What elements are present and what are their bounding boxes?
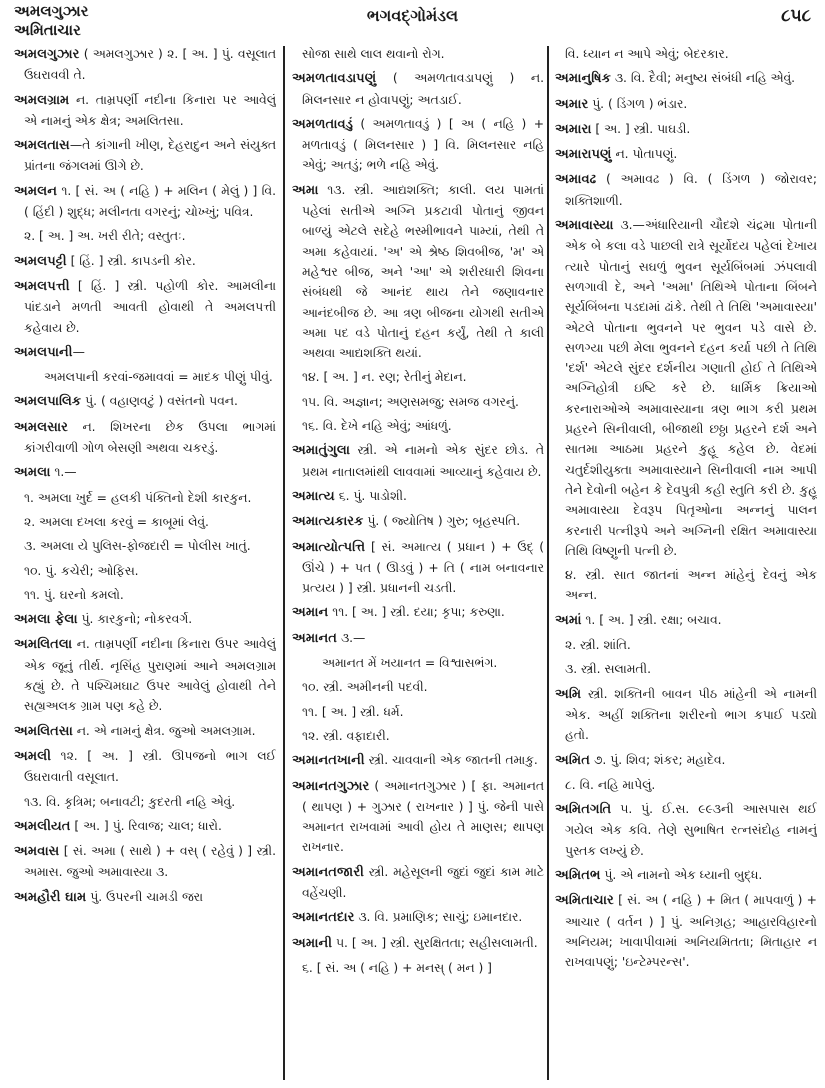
headword: અમાનતગુઝાર <box>292 778 370 794</box>
definition-text: સ્ત્રી. મહેસૂલની જુદાં જુદાં કામ માટે વહેંચણી. <box>302 864 544 900</box>
headword: અમિતભ <box>555 867 601 883</box>
headword: અમિત <box>555 752 590 768</box>
dictionary-entry <box>14 181 276 223</box>
dictionary-entry <box>14 417 276 459</box>
definition-text: [ અ. ] સ્ત્રી. પાઘડી. <box>591 121 691 136</box>
entry-sense <box>555 659 817 679</box>
headword: અમલગુઝાર <box>14 47 80 62</box>
dictionary-entry <box>292 907 544 928</box>
entry-sense <box>555 775 817 795</box>
definition-text: પું. ( ડિંગળ ) ભંડાર. <box>588 96 688 111</box>
headword: અમાનતદાર <box>292 910 355 926</box>
headword: અમાવઢ <box>555 172 597 188</box>
dictionary-entry <box>555 169 817 211</box>
headword: અમલી <box>14 748 51 764</box>
headword: અમિતાચાર <box>555 893 614 909</box>
headword: અમલપટ્ટી <box>14 253 67 269</box>
headword: અમિતગતિ <box>555 802 612 818</box>
dictionary-entry <box>292 776 544 858</box>
headword: અમાત્યોત્પત્તિ <box>292 539 366 555</box>
definition-text: ન. પોતાપણું. <box>611 147 678 162</box>
dictionary-entry <box>14 462 276 483</box>
dictionary-entry <box>555 684 817 746</box>
definition-text: ૧૨. સ્ત્રી. વફાદારી. <box>302 728 390 743</box>
definition-text: ૩.— <box>337 630 366 645</box>
definition-text: [ હિં. ] સ્ત્રી. કાપડની કોર. <box>66 253 196 268</box>
headword: અમલતાસ <box>14 138 70 154</box>
definition-text: ( અમળતાવડાપણું ) ન. મિલનસાર ન હોવાપણું; અતડાઈ. <box>302 71 544 107</box>
definition-text: અમાનત મેં ખયાનત = વિશ્વાસભંગ. <box>322 656 498 671</box>
entry-sense <box>14 792 276 812</box>
dictionary-entry <box>292 750 544 771</box>
headword: અમલપાલિક <box>14 394 82 410</box>
definition-text: [ હિં. ] સ્ત્રી. પહોળી કોર. આમલીના પાંદડાને મળતી આવતી હોવાથી તે અમલપત્તી કહેવાય છે. <box>24 278 276 335</box>
headword: અમહૌરી ઘામ <box>14 889 87 905</box>
dictionary-entry <box>292 628 544 649</box>
entry-sense <box>292 653 544 673</box>
headword: અમાન <box>292 605 329 621</box>
headword: અમાં <box>555 612 582 628</box>
definition-text: ૫. [ અ. ] સ્ત્રી. સુરક્ષિતતા; સહીસલામતી. <box>332 935 538 950</box>
definition-text: ૧. અમલા ખુર્દ = હલકી પંક્તિનો દેશી કારકુન. <box>24 490 252 505</box>
headword: અમલપત્તી <box>14 278 70 294</box>
dictionary-entry <box>292 114 544 176</box>
dictionary-entry <box>14 746 276 788</box>
column-2 <box>292 44 544 1084</box>
entry-sense <box>292 958 544 978</box>
headword: અમવાસ <box>14 844 60 860</box>
definition-text: ૧૩. સ્ત્રી. આદ્યશક્તિ; કાલી. લય પામતાં પહેલાં સતીએ અગ્નિ પ્રકટાવી પોતાનું જીવન બાળ્યું એટલે સદેહે ભસ્મીભાવને પામ્યાં, તેથી તે અમા કહેવાયાં. 'અ' એ શ્રેષ્ઠ શિવબીજ, 'મ' એ મહેશ્વર બીજ, અને 'આ' એ શરીરધારી શિવના સંબંધથી જે આનંદ થાય તેને જણાવનાર આનંદબીજ છે. આ ત્રણ બીજના યોગથી સતીએ અમા પદ વડે પોતાનું દહન કર્યું, તેથી તે કાલી અથવા આદ્યશક્તિ થયાં. <box>302 182 544 361</box>
dictionary-entry <box>292 511 544 532</box>
headword: અમિ <box>555 686 582 702</box>
definition-text: ( અમલગુઝાર ) ૨. [ અ. ] પું. વસૂલાત ઉઘરાવવી તે. <box>24 47 276 83</box>
definition-text: સ્ત્રી. ચાવવાની એક જાતની તમાકુ. <box>364 753 538 768</box>
definition-text: ( અમાનતગુઝાર ) [ ફા. અમાનત ( થાપણ ) + ગુઝાર ( રાખનાર ) ] પું. જેની પાસે અમાનત રાખવામાં આવી હોય તે માણસ; થાપણ રાખનાર. <box>302 778 544 855</box>
dictionary-entry <box>555 119 817 140</box>
dictionary-entry <box>14 609 276 630</box>
definition-text: [ અ. ] પું. રિવાજ; ચાલ; ધારો. <box>70 818 222 833</box>
definition-text: — <box>72 344 85 359</box>
definition-text: [ સં. અ ( નહિ ) + મિત ( માપવાળું ) + આચાર ( વર્તન ) ] પું. અનિગ્રહ; આહારવિહારનો અનિયમ; ખાવાપીવામાં અનિયમિતતા; મિતાહાર ન રાખવાપણું; 'ઇન્ટેમ્પરન્સ'. <box>565 893 817 970</box>
headword: અમાત્યકારક <box>292 514 364 530</box>
definition-text: ૧૧. [ અ. ] સ્ત્રી. ધર્મ. <box>302 704 404 719</box>
headword: અમારા <box>555 121 592 137</box>
dictionary-entry <box>14 816 276 837</box>
dictionary-entry <box>555 94 817 115</box>
definition-text: ૧૧. [ અ. ] સ્ત્રી. દયા; કૃપા; કરુણા. <box>328 605 505 620</box>
entry-sense <box>14 488 276 508</box>
dictionary-columns <box>14 44 816 1084</box>
definition-text: ૬. પું. પાડોશી. <box>334 488 407 503</box>
dictionary-entry <box>292 486 544 507</box>
definition-text: ૨. સ્ત્રી. શાંતિ. <box>565 638 631 653</box>
definition-text: —તે કાંગાની ખીણ, દેહરાદુન અને સંયુક્ત પ્રાંતના જંગલમાં ઊગે છે. <box>24 138 276 174</box>
definition-text: ૩. વિ. દૈવી; મનુષ્ય સંબંધી નહિ એવું. <box>610 71 796 86</box>
dictionary-entry <box>292 180 544 364</box>
dictionary-entry <box>292 68 544 110</box>
page-number: ૮૫૮ <box>781 6 811 26</box>
entry-sense <box>555 635 817 655</box>
entry-sense <box>292 44 544 64</box>
headword: અમળતાવડું <box>292 116 353 132</box>
dictionary-entry <box>292 537 544 599</box>
definition-text: વિ. ધ્યાન ન આપે એવું; બેદરકાર. <box>565 47 729 61</box>
headword: અમલિતસા <box>14 723 73 739</box>
dictionary-entry <box>14 90 276 132</box>
page-header <box>0 0 825 44</box>
definition-text: ૧. [ અ. ] સ્ત્રી. રક્ષા; બચાવ. <box>581 612 722 627</box>
headword: અમાનત <box>292 630 338 646</box>
headword: અમળતાવડાપણું <box>292 71 377 87</box>
definition-text: ૧૫. વિ. અજ્ઞાન; અણસમજુ; સમજ વગરનું. <box>302 394 519 409</box>
entry-sense <box>292 392 544 412</box>
definition-text: ૪. સ્ત્રી. સાત જાતનાં અન્ન માંહેનું દેવનું એક અન્ન. <box>565 568 817 603</box>
headword: અમાનતજારી <box>292 864 364 880</box>
headword: અમાનતખાની <box>292 753 365 769</box>
definition-text: [ સં. અમાત્ય ( પ્રધાન ) + ઉદ્ ( ઊંચે ) + પત ( ઊડવું ) + તિ ( નામ બનાવનાર પ્રત્યય ) ] સ્ત્રી. પ્રધાનની ચડતી. <box>302 539 544 596</box>
dictionary-entry <box>555 890 817 972</box>
dictionary-entry <box>14 342 276 363</box>
dictionary-entry <box>14 841 276 883</box>
headword: અમલગ્રામ <box>14 92 70 108</box>
headword: અમલપાની <box>14 344 73 360</box>
dictionary-entry <box>292 440 544 482</box>
dictionary-entry <box>14 44 276 86</box>
definition-text: પું. ( વહાણવટું ) વસંતનો પવન. <box>81 394 238 409</box>
headword: અમલા ફેલા <box>14 612 78 628</box>
headword: અમાતુંગુલા <box>292 443 351 459</box>
definition-text: ૫. પું. ઈ.સ. ૯૯૩ની આસપાસ થઈ ગયેલ એક કવિ. તેણે સુભાષિત રત્નસંદોહ નામનું પુસ્તક લખ્યું છે. <box>565 802 817 858</box>
column-1 <box>14 44 276 1084</box>
headword: અમલિતલા <box>14 637 73 653</box>
headword: અમાનુષિક <box>555 71 611 87</box>
definition-text: ન. તામ્રપર્ણી નદીના કિનારા ઉપર આવેલું એક જૂનું તીર્થ. નૃસિંહ પુરાણમાં આને અમલગ્રામ કહ્યું છે. તે પશ્ચિમઘાટ ઉપર આવેલું હોવાથી તેને સહ્યઅલક ગ્રામ પણ કહે છે. <box>24 637 276 714</box>
definition-text: [ સં. અમા ( સાથે ) + વસ્ ( રહેવું ) ] સ્ત્રી. અમાસ. જુઓ અમાવાસ્યા ૩. <box>24 844 276 880</box>
entry-sense <box>292 367 544 387</box>
definition-text: ન. તામ્રપર્ણી નદીના કિનારા પર આવેલું એ નામનું એક ક્ષેત્ર; અમલિતસા. <box>24 92 276 128</box>
definition-text: ૨. અમલા દખલા કરવું = કાબૂમાં લેવું. <box>24 514 209 529</box>
headword: અમલન <box>14 183 58 199</box>
headword: અમા <box>292 182 319 198</box>
headword: અમારાપણું <box>555 147 612 163</box>
entry-sense <box>14 367 276 387</box>
definition-text: સ્ત્રી. શક્તિની બાવન પીઠ માંહેની એ નામની એક. અહીં શક્તિના શરીરનો ભાગ કપાઈ પડ્યો હતો. <box>565 686 817 743</box>
definition-text: અમલપાની કરવાં-જમાવવાં = માદક પીણું પીવું. <box>44 370 273 385</box>
dictionary-entry <box>14 634 276 716</box>
dictionary-entry <box>292 933 544 954</box>
entry-sense <box>555 44 817 64</box>
dictionary-entry <box>14 251 276 272</box>
definition-text: ન. શિખરના છેક ઉપલા ભાગમાં કાંગરીવાળી ગોળ બેસણી અથવા ચકરડું. <box>24 419 276 456</box>
definition-text: ૧૦. સ્ત્રી. અમીનની પદવી. <box>302 680 428 695</box>
definition-text: ૭. પું. શિવ; શંકર; મહાદેવ. <box>589 752 726 767</box>
column-divider <box>283 46 285 1080</box>
definition-text: ( અમળતાવડું ) [ અ ( નહિ ) + મળતાવડું ( મિલનસાર ) ] વિ. મિલનસાર નહિ એવું; અતડું; ભળે નહિ એવું. <box>302 116 544 173</box>
entry-sense <box>555 565 817 606</box>
headword: અમાવાસ્યા <box>555 218 614 234</box>
headword: અમાત્ય <box>292 488 335 504</box>
dictionary-entry <box>555 68 817 89</box>
definition-text: ૮. વિ. નહિ માપેલું. <box>565 777 656 792</box>
definition-text: સોજા સાથે લાલ થવાનો રોગ. <box>302 47 445 61</box>
definition-text: ૨. [ અ. ] અ. ખરી રીતે; વસ્તુતઃ. <box>24 229 186 244</box>
dictionary-entry <box>14 721 276 742</box>
definition-text: ૬. [ સં. અ ( નહિ ) + મનસ્ ( મન ) ] <box>302 960 492 975</box>
definition-text: પું. એ નામનો એક ધ્યાની બુદ્ધ. <box>600 867 763 882</box>
definition-text: ન. એ નામનું ક્ષેત્ર. જુઓ અમલગ્રામ. <box>72 723 256 738</box>
definition-text: પું. ( જ્યોતિષ ) ગુરુ; બૃહસ્પતિ. <box>363 514 521 529</box>
definition-text: ૧૬. વિ. દેખે નહિ એવું; આંધળું. <box>302 419 452 434</box>
definition-text: ૧. [ સં. અ ( નહિ ) + મલિન ( મેલું ) ] વિ. ( હિંદી ) શુદ્ધ; મલીનતા વગરનું; ચોખ્ખું; પવિત્ર. <box>24 183 276 220</box>
definition-text: પું. કારકુનો; નોકરવર્ગ. <box>77 612 193 627</box>
definition-text: ૩.—અંધારિયાની ચૌદશે ચંદ્રમા પોતાની એક બે કલા વડે પાછલી રાત્રે સૂર્યોદય પહેલાં દેખાય ત્યારે પોતાનું સઘળું ભુવન સૂર્યબિંબમાં ઝંપલાવી સળગાવી દે, અને 'અમા' તિથિએ પોતાના બિંબને સૂર્યબિંબના પડદામાં ઢાંકે. તેથી તે તિથિ 'અમાવાસ્યા' એટલે પોતાના ભુવનને પર ભુવન પડે વાસે છે. સળગ્યા પછી મેલા ભુવનને દહન કર્યા પછી તે તિથિ 'દર્શ' એટલે સુંદર દર્શનીય ગણાતી હોઈ તે તિથિએ અગ્નિહોત્રી ઇષ્ટિ કરે છે. ધાર્મિક ક્રિયાઓ કરનારાઓએ અમાવાસ્યાના ત્રણ ભાગ કરી પ્રથમ પ્રહરને સિનીવાલી, બીજાથી છઠ્ઠા પ્રહરને દર્શ અને સાતમા આઠમા પ્રહરને કુહૂ કહેલ છે. વેદમાં ચતુર્દશીયુક્તા અમાવાસ્યાને સિનીવાલી નામ આપી તેને દેવોની બહેન કે દેવપુત્રી કહી સ્તુતિ કરી છે. કુહૂ અમાવાસ્યા દેવરૂપ પિતૃઓના અન્નનું પાલન કરનારી પત્નીરૂપે અને અગ્નિની રક્ષિત અમાવાસ્યા તિથિ વિષ્ણુની પત્ની છે. <box>565 218 817 558</box>
definition-text: ૧૪. [ અ. ] ન. રણ; રેતીનું મેદાન. <box>302 370 467 385</box>
dictionary-entry <box>14 887 276 908</box>
definition-text: ૧૧. પું. ઘરનો કમલો. <box>24 587 124 602</box>
dictionary-entry <box>292 602 544 623</box>
definition-text: ૩. અમલા યે પુલિસ-ફોજદારી = પોલીસ ખાતું. <box>24 539 251 554</box>
dictionary-entry <box>555 799 817 861</box>
definition-text: ( અમાવઢ ) વિ. ( ડિંગળ ) જોરાવર; શક્તિશાળી. <box>565 172 817 208</box>
entry-sense <box>292 416 544 436</box>
entry-sense <box>292 677 544 697</box>
definition-text: ૩. વિ. પ્રમાણિક; સાચું; ઇમાનદાર. <box>354 910 523 925</box>
definition-text: ૧૩. વિ. કૃત્રિમ; બનાવટી; કુદરતી નહિ એવું. <box>24 794 236 809</box>
definition-text: પું. ઉપરની ચામડી જરા <box>86 889 203 904</box>
headword: અમાની <box>292 935 333 951</box>
dictionary-entry <box>292 862 544 904</box>
dictionary-entry <box>14 135 276 177</box>
guide-word-last: અમિતાચાર <box>14 21 81 39</box>
headword: અમલસાર <box>14 419 68 435</box>
definition-text: સ્ત્રી. એ નામનો એક સુંદર છોડ. તે પ્રથમ નાતાલમાંથી લાવવામાં આવ્યાનું કહેવાય છે. <box>302 443 544 479</box>
dictionary-entry <box>555 610 817 631</box>
entry-sense <box>14 512 276 532</box>
definition-text: ૧૦. પું. કચેરી; ઓફિસ. <box>24 563 139 578</box>
entry-sense <box>14 226 276 246</box>
definition-text: ૩. સ્ત્રી. સલામતી. <box>565 662 651 677</box>
definition-text: ૧૨. [ અ. ] સ્ત્રી. ઊપજનો ભાગ લઈ ઉઘરાવાતી વસૂલાત. <box>24 748 276 785</box>
dictionary-entry <box>555 750 817 771</box>
dictionary-entry <box>14 276 276 338</box>
headword: અમાર <box>555 96 589 112</box>
headword: અમલીયત <box>14 818 71 834</box>
column-divider <box>547 46 549 1080</box>
entry-sense <box>14 536 276 556</box>
entry-sense <box>292 702 544 722</box>
entry-sense <box>14 585 276 605</box>
column-3 <box>555 44 817 1084</box>
dictionary-entry <box>555 144 817 165</box>
entry-sense <box>14 561 276 581</box>
entry-sense <box>292 726 544 746</box>
guide-word-first: અમલગુઝાર <box>14 2 89 20</box>
definition-text: ૧.— <box>50 465 77 480</box>
dictionary-entry <box>555 215 817 561</box>
running-title: ભગવદ્ગોમંડલ <box>366 6 459 25</box>
dictionary-entry <box>555 865 817 886</box>
headword: અમલા <box>14 465 51 481</box>
dictionary-entry <box>14 391 276 412</box>
